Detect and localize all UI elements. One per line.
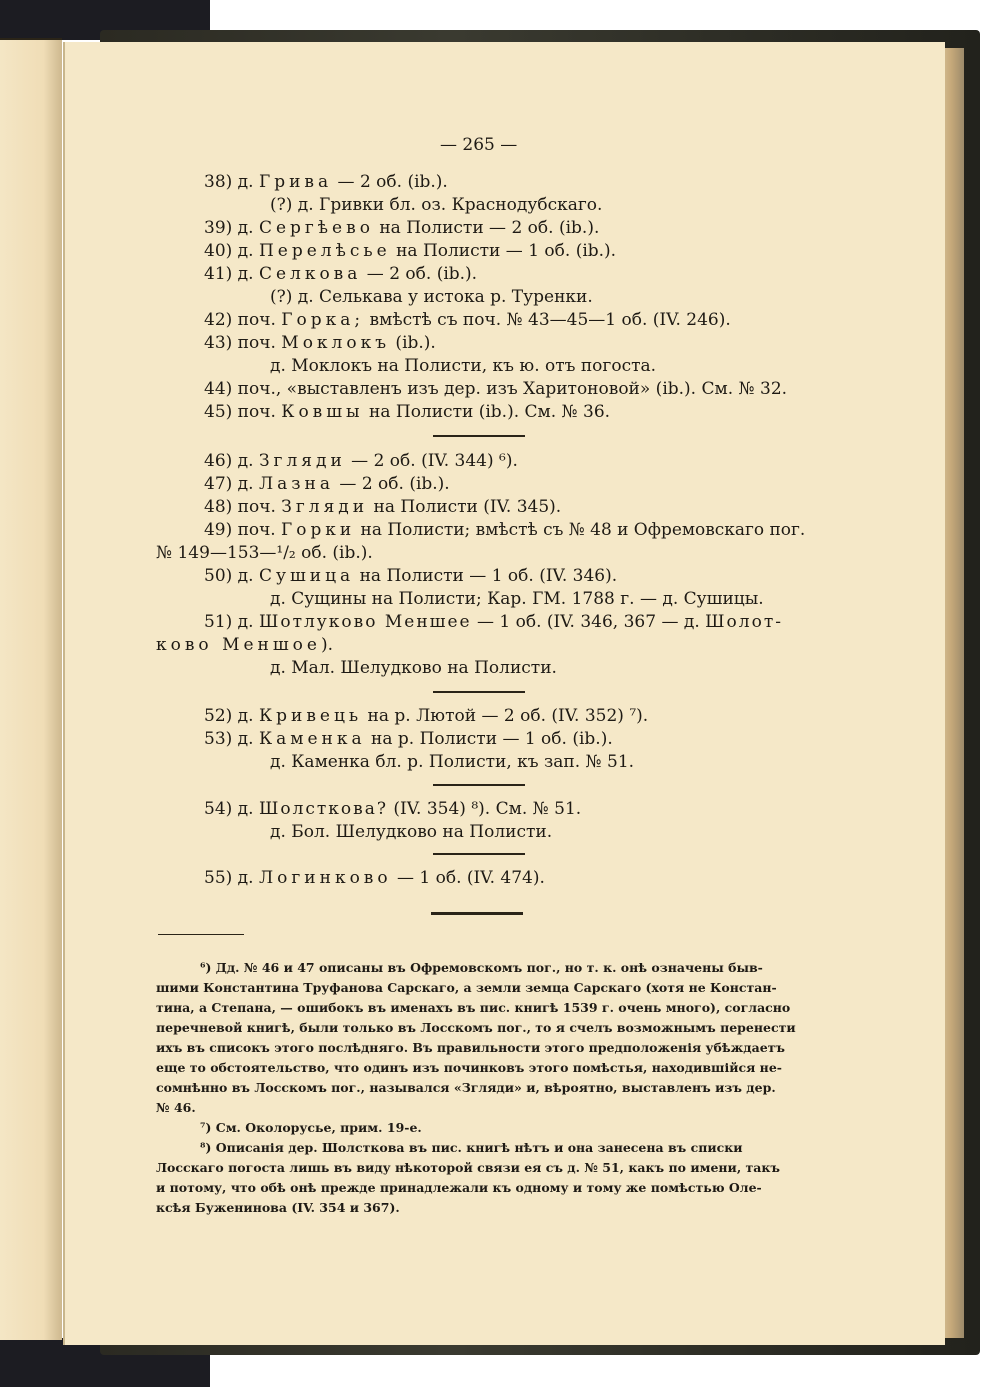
entry-45: 45) поч. Ковшы на Полисти (ib.). См. № 36. [204,402,611,422]
entry-51-note: д. Мал. Шелудково на Полисти. [270,658,557,678]
entry-41: 41) д. Селкова — 2 об. (ib.). [204,264,478,284]
footnote-8-line: ксѣя Буженинова (IV. 354 и 367). [156,1200,400,1215]
section-divider [433,435,525,437]
footnote-6-line: перечневой книгѣ, были только въ Лосскомъ пог., то я счелъ возможнымъ перенести [156,1020,796,1035]
entry-53-note: д. Каменка бл. р. Полисти, къ зап. № 51. [270,752,635,772]
entry-54: 54) д. Шолсткова? (IV. 354) ⁸). См. № 51. [204,799,582,819]
footnote-6-line: тина, а Степана, — ошибокъ въ именахъ въ пис. книгѣ 1539 г. очень много), согласно [156,1000,791,1015]
entry-50-note: д. Сущины на Полисти; Кар. ГМ. 1788 г. — д. Сушицы. [270,589,764,609]
section-divider [433,853,525,855]
footnote-8-line: Лосскаго погоста лишь въ виду нѣкоторой связи ея съ д. № 51, какъ по имени, такъ [156,1160,780,1175]
entry-49-cont: № 149—153—¹/₂ об. (ib.). [156,543,373,563]
entry-39: 39) д. Сергѣево на Полисти — 2 об. (ib.). [204,218,600,238]
entry-55: 55) д. Логинково — 1 об. (IV. 474). [204,868,545,888]
entry-44: 44) поч., «выставленъ изъ дер. изъ Харитоновой» (ib.). См. № 32. [204,379,788,399]
entry-41-note: (?) д. Селькава у истока р. Туренки. [270,287,593,307]
footnote-6-line: еще то обстоятельство, что одинъ изъ починковъ этого помѣстья, находившійся не- [156,1060,782,1075]
footnote-7: ⁷) См. Околорусье, прим. 19-е. [200,1120,422,1135]
page-number: — 265 — [440,135,518,155]
end-divider [431,912,523,915]
entry-38: 38) д. Грива — 2 об. (ib.). [204,172,448,192]
footnote-8-line: ⁸) Описанія дер. Шолсткова въ пис. книгѣ нѣтъ и она занесена въ списки [200,1140,743,1155]
footnote-6-line: № 46. [156,1100,196,1115]
entry-40: 40) д. Перелѣсье на Полисти — 1 об. (ib.). [204,241,617,261]
footnote-6-line: шими Константина Труфанова Сарскаго, а земли земца Сарскаго (хотя не Констан- [156,980,777,995]
entry-43-note: д. Моклокъ на Полисти, къ ю. отъ погоста. [270,356,657,376]
entry-48: 48) поч. Згляди на Полисти (IV. 345). [204,497,562,517]
entry-49: 49) поч. Горки на Полисти; вмѣстѣ съ № 48 и Офремовскаго пог. [204,520,806,540]
entry-50: 50) д. Сушица на Полисти — 1 об. (IV. 346). [204,566,618,586]
entry-43: 43) поч. Моклокъ (ib.). [204,333,436,353]
footnote-6-line: ихъ въ списокъ этого послѣдняго. Въ правильности этого предположенія убѣждаетъ [156,1040,785,1055]
section-divider [433,691,525,693]
footnote-6-line: ⁶) Дд. № 46 и 47 описаны въ Офремовскомъ пог., но т. к. онѣ означены быв- [200,960,763,975]
entry-42: 42) поч. Горка; вмѣстѣ съ поч. № 43—45—1 об. (IV. 246). [204,310,731,330]
entry-54-note: д. Бол. Шелудково на Полисти. [270,822,553,842]
entry-47: 47) д. Лазна — 2 об. (ib.). [204,474,450,494]
entry-38-note: (?) д. Гривки бл. оз. Краснодубскаго. [270,195,603,215]
entry-51: 51) д. Шотлуково Меншее — 1 об. (IV. 346, 367 — д. Шолот- [204,612,783,632]
footnote-separator [158,934,244,935]
footnote-8-line: и потому, что обѣ онѣ прежде принадлежали къ одному и тому же помѣстью Оле- [156,1180,762,1195]
entry-51-cont: ково Меншое). [156,635,334,655]
footnote-6-line: сомнѣнно въ Лосскомъ пог., назывался «Згляди» и, вѣроятно, выставленъ изъ дер. [156,1080,776,1095]
left-page [0,38,62,1340]
section-divider [433,784,525,786]
entry-46: 46) д. Згляди — 2 об. (IV. 344) ⁶). [204,451,518,471]
entry-53: 53) д. Каменка на р. Полисти — 1 об. (ib.). [204,729,613,749]
entry-52: 52) д. Кривець на р. Лютой — 2 об. (IV. 352) ⁷). [204,706,649,726]
